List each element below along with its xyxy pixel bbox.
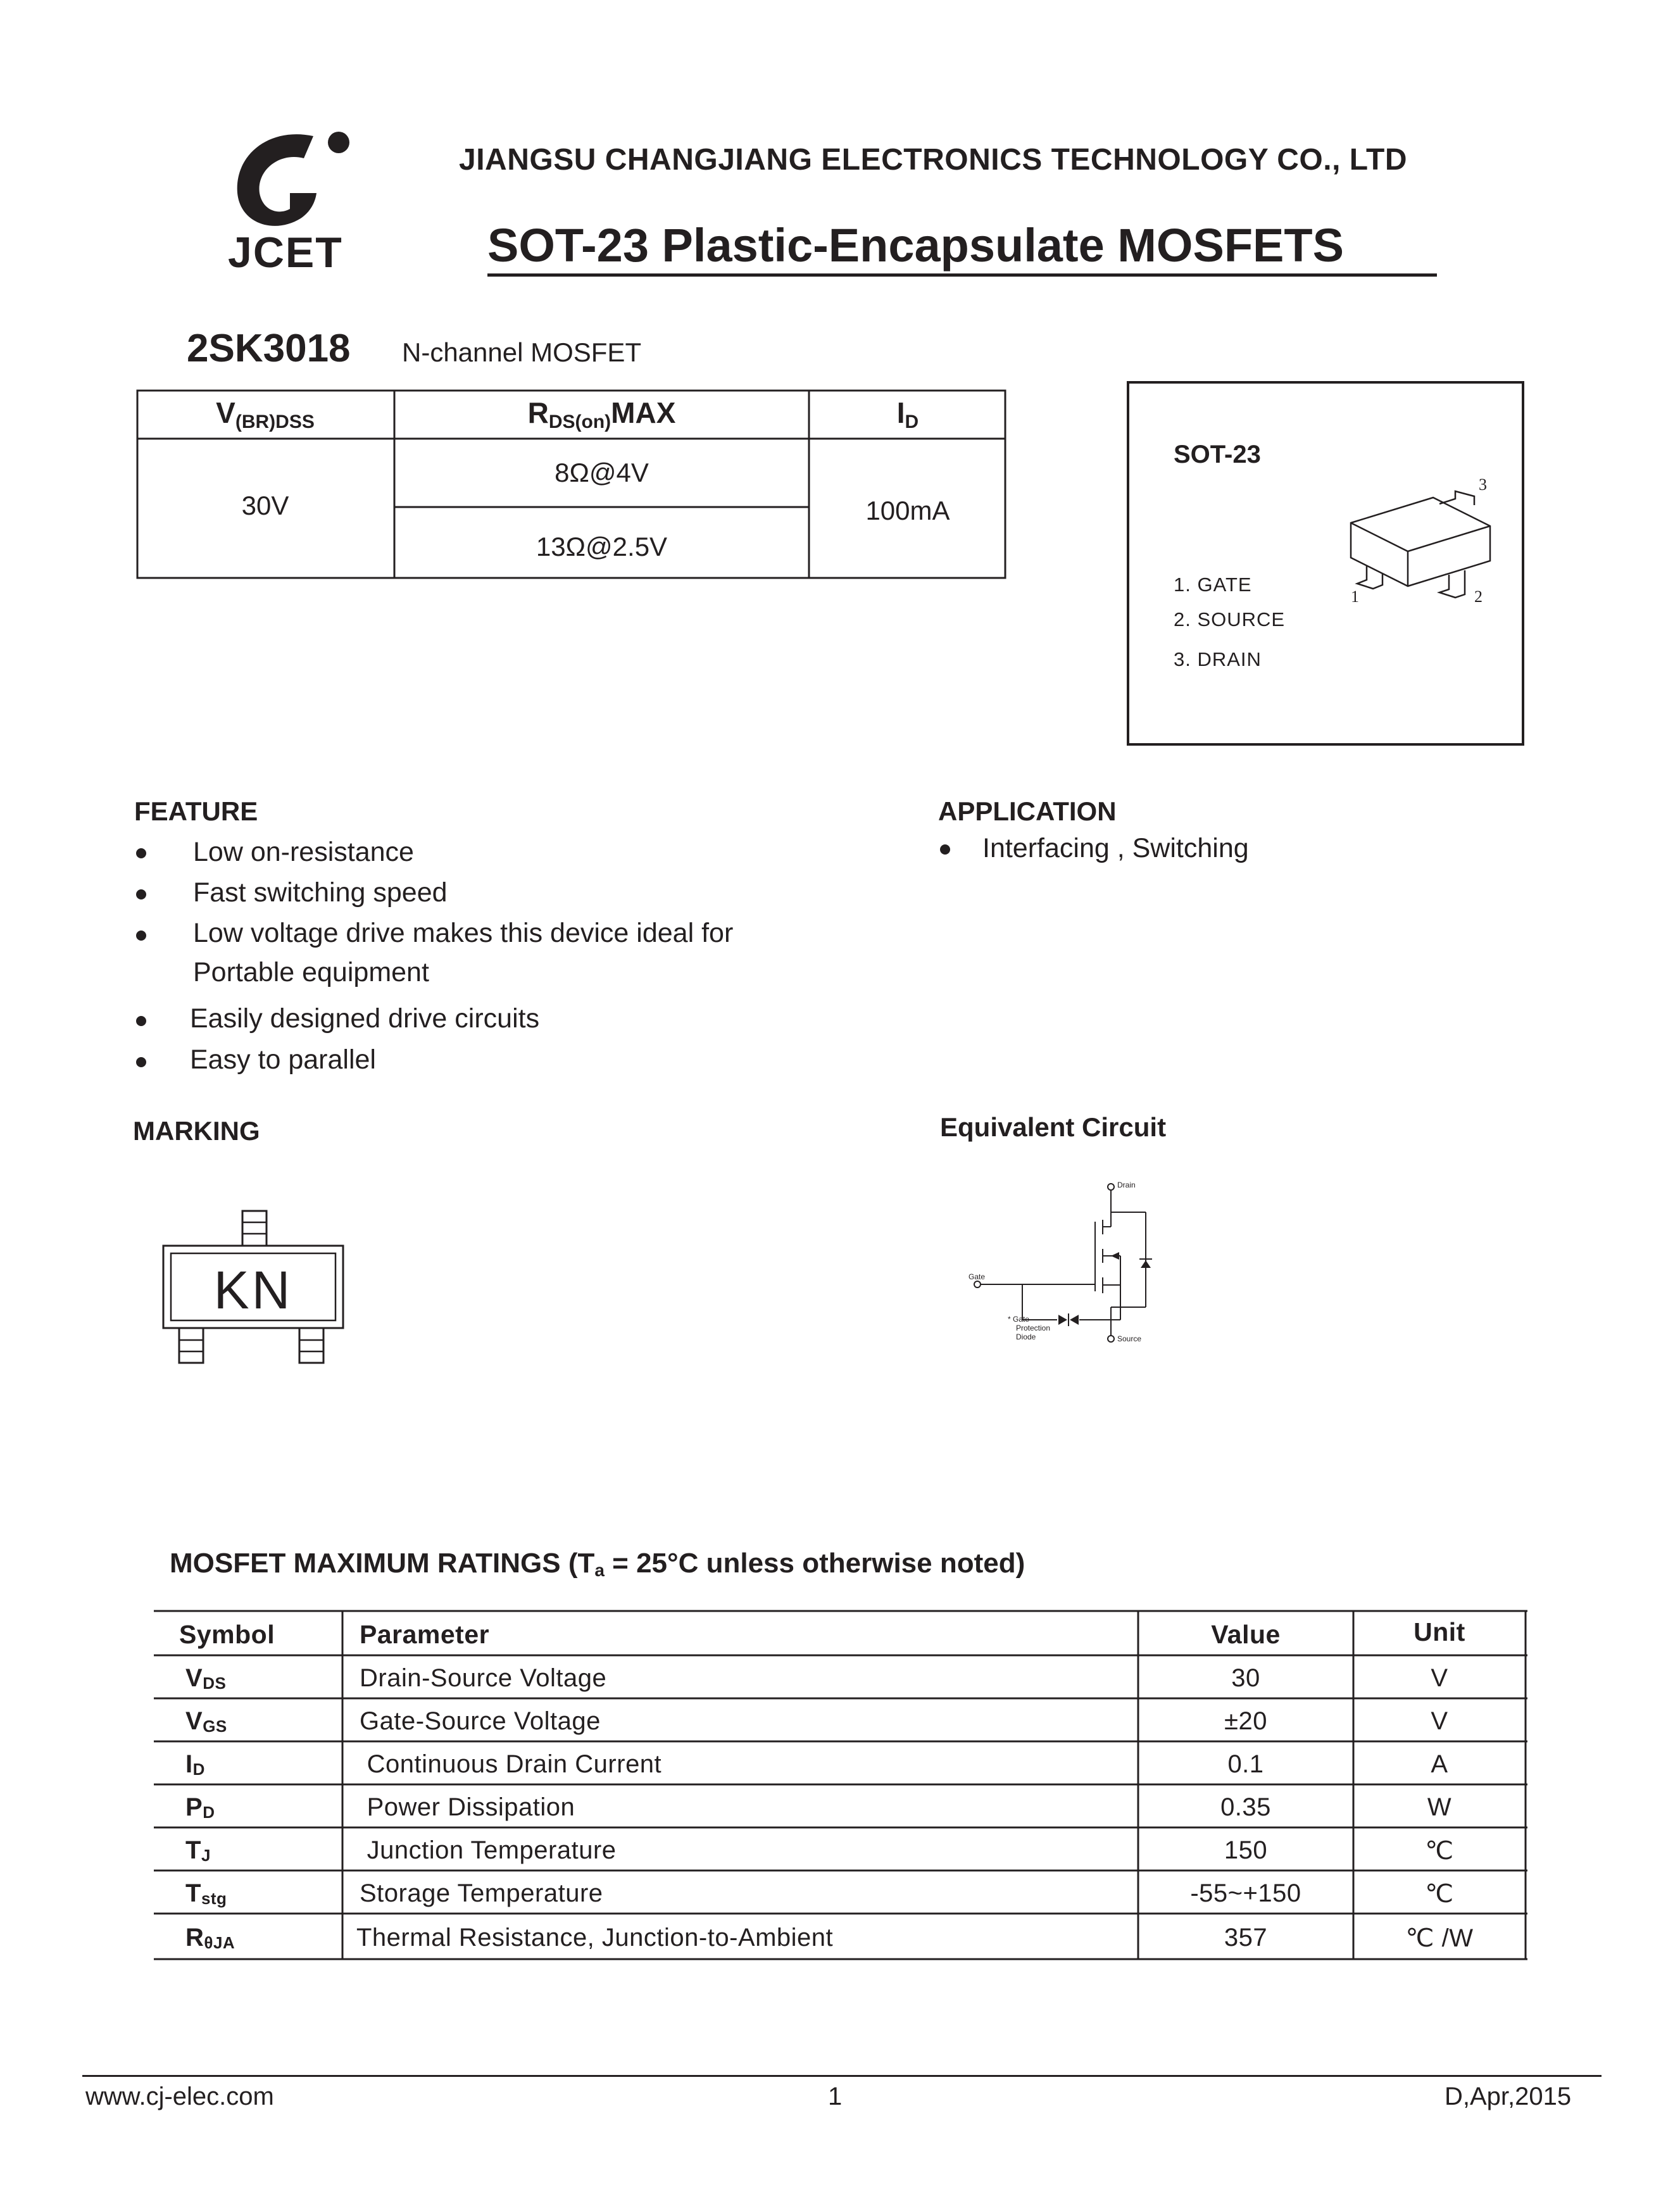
rdson-value-1: 8Ω@4V bbox=[555, 458, 649, 487]
ratings-title: MOSFET MAXIMUM RATINGS ($T_a = 25^\circ C$ unless otherwise noted) bbox=[170, 1548, 1025, 1580]
table-row-value: 30 bbox=[1231, 1664, 1260, 1692]
pin-drain: 3. DRAIN bbox=[1174, 648, 1262, 670]
feature-item: Easily designed drive circuits bbox=[190, 1003, 540, 1034]
table-row-value: 0.1 bbox=[1227, 1750, 1264, 1778]
table-row-value: -55~+150 bbox=[1190, 1879, 1301, 1907]
bullet-dot bbox=[136, 848, 146, 858]
sot23-package-drawing bbox=[1338, 466, 1503, 605]
feature-heading: FEATURE bbox=[134, 796, 258, 826]
id-value: 100mA bbox=[865, 496, 950, 525]
application-item: Interfacing , Switching bbox=[982, 833, 1249, 863]
bullet-dot bbox=[136, 1057, 146, 1067]
col-header-unit: Unit bbox=[1414, 1617, 1465, 1646]
company-name: JIANGSU CHANGJIANG ELECTRONICS TECHNOLOGY CO., LTD bbox=[459, 143, 1407, 177]
table-row-symbol: $I_D$ bbox=[185, 1750, 205, 1779]
table-row-symbol: $T_J$ bbox=[185, 1836, 211, 1865]
table-row-unit: V bbox=[1431, 1664, 1448, 1692]
package-name: SOT-23 bbox=[1174, 441, 1261, 468]
package-box bbox=[1127, 381, 1524, 746]
table-row-parameter: Drain-Source Voltage bbox=[360, 1664, 607, 1692]
pin-gate: 1. GATE bbox=[1174, 573, 1252, 596]
table-row-value: ±20 bbox=[1224, 1707, 1267, 1735]
header-rdson: $R_{DS(on)}MAX$ bbox=[527, 396, 676, 432]
package-pin-number-1: 1 bbox=[1351, 587, 1359, 605]
part-description: N-channel MOSFET bbox=[402, 337, 642, 367]
equivalent-circuit-heading: Equivalent Circuit bbox=[940, 1112, 1167, 1142]
feature-item-continuation: Portable equipment bbox=[193, 957, 429, 987]
bullet-dot bbox=[136, 889, 146, 899]
table-row-parameter: Gate-Source Voltage bbox=[360, 1707, 601, 1735]
marking-code: KN bbox=[213, 1260, 293, 1320]
table-row-parameter: Junction Temperature bbox=[360, 1836, 617, 1864]
footer-website[interactable]: www.cj-elec.com bbox=[85, 2083, 274, 2110]
table-row-parameter: Storage Temperature bbox=[360, 1879, 603, 1907]
table-row-value: 150 bbox=[1224, 1836, 1268, 1864]
bullet-dot bbox=[136, 931, 146, 941]
table-row-parameter: Thermal Resistance, Junction-to-Ambient bbox=[356, 1924, 834, 1952]
table-row-symbol: $V_{DS}$ bbox=[185, 1664, 227, 1693]
table-row-value: 0.35 bbox=[1220, 1793, 1271, 1821]
col-header-parameter: Parameter bbox=[360, 1620, 490, 1649]
table-row-symbol: $V_{GS}$ bbox=[185, 1707, 227, 1736]
col-header-symbol: Symbol bbox=[179, 1620, 275, 1649]
table-row-value: 357 bbox=[1224, 1924, 1268, 1952]
header-id: $I_D$ bbox=[896, 396, 919, 432]
feature-item: Low voltage drive makes this device ideal for bbox=[193, 918, 734, 948]
rdson-value-2: 13Ω@2.5V bbox=[536, 532, 668, 561]
table-row-parameter: Power Dissipation bbox=[360, 1793, 575, 1821]
bullet-dot bbox=[940, 844, 950, 855]
feature-item: Fast switching speed bbox=[193, 877, 448, 908]
col-header-value: Value bbox=[1211, 1620, 1281, 1649]
equivalent-circuit-diagram bbox=[962, 1174, 1215, 1364]
table-row-unit: ℃ bbox=[1425, 1837, 1454, 1865]
vbrdss-value: 30V bbox=[241, 491, 289, 520]
bullet-dot bbox=[136, 1016, 146, 1026]
table-row-unit: ℃ /W bbox=[1405, 1924, 1474, 1952]
ratings-table-grid bbox=[154, 1610, 1527, 1962]
circuit-note-line2: Protection bbox=[1016, 1324, 1051, 1332]
jcet-logo bbox=[209, 123, 373, 275]
feature-item: Easy to parallel bbox=[190, 1044, 376, 1075]
marking-heading: MARKING bbox=[133, 1116, 260, 1146]
footer-divider bbox=[82, 2075, 1602, 2077]
circuit-note-line3: Diode bbox=[1016, 1332, 1036, 1341]
ratings-table bbox=[154, 1610, 1527, 1962]
pin-source: 2. SOURCE bbox=[1174, 608, 1286, 630]
package-pin-number-3: 3 bbox=[1479, 475, 1487, 494]
circuit-drain-label: Drain bbox=[1117, 1181, 1136, 1189]
table-row-unit: V bbox=[1431, 1707, 1448, 1735]
table-row-unit: ℃ bbox=[1425, 1880, 1454, 1908]
title-underline bbox=[487, 273, 1437, 277]
table-row-parameter: Continuous Drain Current bbox=[360, 1750, 662, 1778]
table-row-symbol: $P_D$ bbox=[185, 1793, 215, 1822]
document-title: SOT-23 Plastic-Encapsulate MOSFETS bbox=[487, 219, 1344, 272]
table-row-symbol: $R_{\theta JA}$ bbox=[185, 1924, 235, 1952]
table-row-unit: W bbox=[1427, 1793, 1452, 1821]
part-number: 2SK3018 bbox=[187, 327, 351, 370]
feature-item: Low on-resistance bbox=[193, 837, 414, 867]
footer-page-number: 1 bbox=[828, 2083, 843, 2110]
application-heading: APPLICATION bbox=[938, 796, 1117, 826]
marking-drawing bbox=[152, 1206, 354, 1374]
circuit-schematic bbox=[962, 1174, 1215, 1364]
circuit-gate-label: Gate bbox=[969, 1272, 986, 1281]
logo-text: JCET bbox=[228, 229, 343, 277]
circuit-source-label: Source bbox=[1117, 1334, 1142, 1343]
summary-table bbox=[136, 389, 1006, 579]
circuit-note-line1: * Gate bbox=[1008, 1315, 1030, 1324]
table-row-unit: A bbox=[1431, 1750, 1448, 1778]
header-vbrdss: $V_{(BR)DSS}$ bbox=[216, 396, 315, 432]
footer-revision: D,Apr,2015 bbox=[1445, 2083, 1572, 2110]
table-row-symbol: $T_{stg}$ bbox=[185, 1879, 227, 1908]
package-pin-number-2: 2 bbox=[1474, 587, 1483, 605]
